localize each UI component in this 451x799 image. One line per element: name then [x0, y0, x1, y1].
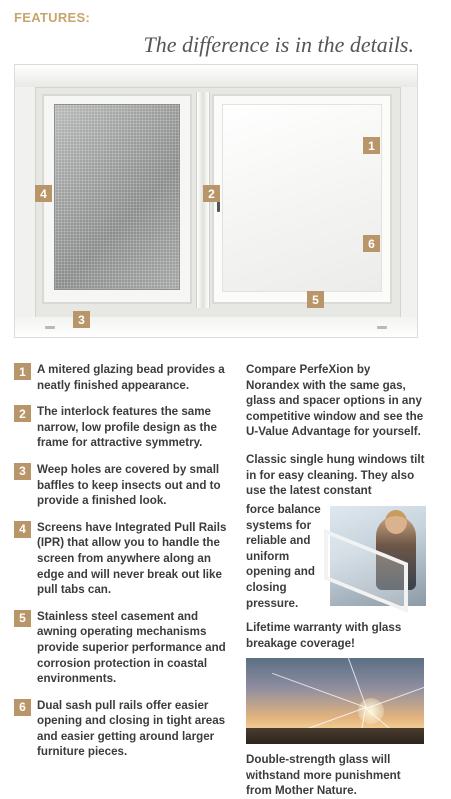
callout-3: 3: [73, 311, 90, 328]
compare-paragraph: Compare PerfeXion by Norandex with the same gas, glass and spacer options in any competitive window and see the U-Value Advantage for yourself.: [246, 363, 424, 439]
callout-1: 1: [363, 137, 380, 154]
crack-line: [366, 677, 451, 709]
feature-text: The interlock features the same narrow, low profile design as the frame for attractive symmetry.: [37, 405, 217, 450]
callout-6: 6: [363, 235, 380, 252]
list-item: [14, 520, 234, 598]
ground-silhouette: [246, 728, 424, 744]
window-frame-inner: [35, 87, 401, 319]
list-item: [14, 362, 234, 393]
double-strength-paragraph: Double-strength glass will withstand more punishment from Mother Nature.: [246, 753, 401, 798]
list-item: [14, 404, 234, 451]
right-glass: [222, 104, 382, 292]
right-sash: [212, 94, 392, 304]
classic-paragraph-continued: force balance systems for reliable and uniform opening and closing pressure.: [246, 503, 321, 610]
feature-number: 5: [14, 610, 31, 627]
callout-2: 2: [203, 185, 220, 202]
callout-4: 4: [35, 185, 52, 202]
window-photo: [14, 64, 418, 338]
tagline: The difference is in the details.: [143, 32, 414, 57]
feature-number: 4: [14, 521, 31, 538]
callout-5: 5: [307, 291, 324, 308]
feature-text: Screens have Integrated Pull Rails (IPR) that allow you to handle the screen from anywhere along an edge and will never break out like pull tabs can.: [37, 520, 227, 597]
feature-text: Stainless steel casement and awning operating mechanisms provide superior performance and corrosion protection in coastal environments.: [37, 609, 226, 686]
person-head: [385, 510, 407, 534]
weep-hole: [377, 326, 387, 329]
feature-number: 2: [14, 405, 31, 422]
cracked-glass-photo: [246, 658, 424, 744]
feature-text: Dual sash pull rails offer easier opening and closing in tight areas and easier getting around larger furniture pieces.: [37, 698, 226, 759]
feature-number: 1: [14, 363, 31, 380]
feature-number: 6: [14, 699, 31, 716]
left-sash: [42, 94, 192, 304]
classic-paragraph: Classic single hung windows tilt in for easy cleaning. They also use the latest constant: [246, 453, 425, 498]
list-item: [14, 698, 234, 760]
feature-text: Weep holes are covered by small baffles to keep insects out and to provide a finished look.: [37, 462, 221, 508]
list-item: [14, 462, 234, 509]
crack-line: [272, 673, 366, 708]
features-label: FEATURES:: [14, 10, 91, 25]
insect-screen: [54, 104, 180, 290]
list-item: [14, 609, 234, 687]
feature-number: 3: [14, 463, 31, 480]
feature-text: A mitered glazing bead provides a neatly finished appearance.: [37, 363, 225, 392]
window-frame-top: [15, 65, 417, 87]
weep-hole: [45, 326, 55, 329]
crack-line: [345, 651, 366, 708]
person-tilting-window-photo: [330, 506, 426, 606]
feature-list: [14, 362, 234, 771]
warranty-paragraph: Lifetime warranty with glass breakage coverage!: [246, 621, 402, 650]
